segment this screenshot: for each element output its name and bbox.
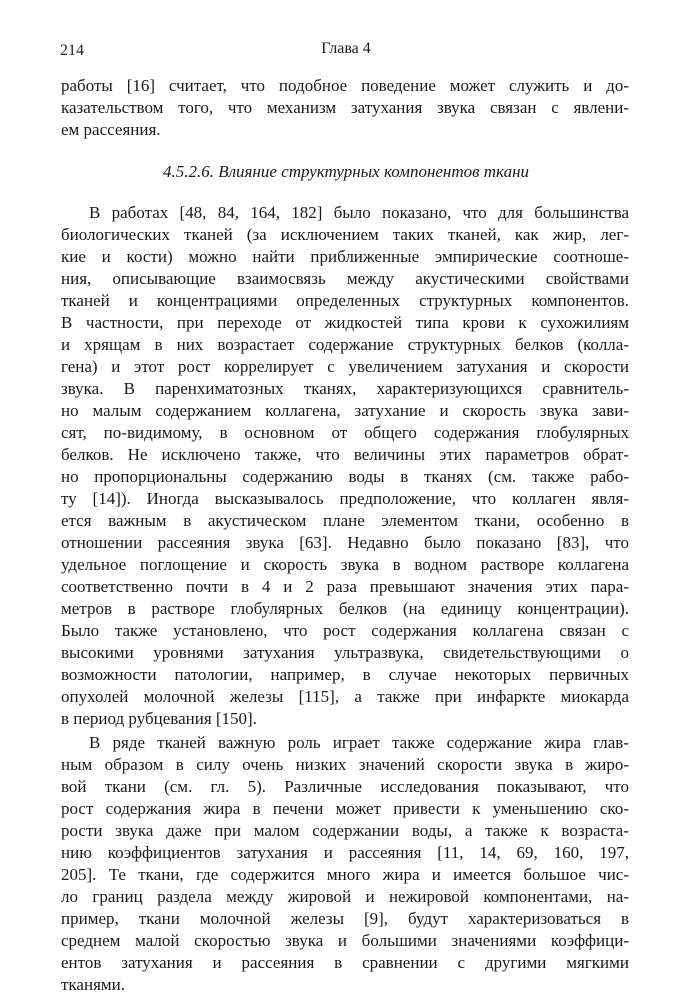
text-line: ния, описывающие взаимосвязь между акустическими свойствами <box>61 269 629 288</box>
text-line: кие и кости) можно найти приближенные эмпирические соотноше- <box>61 247 629 266</box>
text-line: но малым содержанием коллагена, затухание и скорость звука зави- <box>61 401 629 420</box>
text-line: отношении рассеяния звука [63]. Недавно было показано [83], что <box>61 533 629 552</box>
text-line: гена) и этот рост коррелирует с увеличением затухания и скорости <box>61 357 629 376</box>
text-line: нию коэффициентов затухания и рассеяния [11, 14, 69, 160, 197, <box>61 843 629 862</box>
text-line: высокими уровнями затухания ультразвука, свидетельствующими о <box>61 643 629 662</box>
text-line: удельное поглощение и скорость звука в водном растворе коллагена <box>61 555 629 574</box>
text-line: белков. Не исключено также, что величины этих параметров обрат- <box>61 445 629 464</box>
text-line: возможности патологии, например, в случае некоторых первичных <box>61 665 629 684</box>
text-line: ем рассеяния. <box>61 120 161 139</box>
text-line: рости звука даже при малом содержании воды, а также к возраста- <box>61 821 629 840</box>
text-line: пример, ткани молочной железы [9], будут характеризоваться в <box>61 909 629 928</box>
text-line: среднем малой скоростью звука и большими значениями коэффици- <box>61 931 629 950</box>
text-line: Было также установлено, что рост содержания коллагена связан с <box>61 621 629 640</box>
text-line: В частности, при переходе от жидкостей типа крови к сухожилиям <box>61 313 629 332</box>
text-line: биологических тканей (за исключением таких тканей, как жир, лег- <box>61 225 629 244</box>
page-number: 214 <box>60 42 84 59</box>
text-line: В ряде тканей важную роль играет также содержание жира глав- <box>89 733 629 752</box>
text-line: казательством того, что механизм затухания звука связан с явлени- <box>61 98 629 117</box>
section-heading: 4.5.2.6. Влияние структурных компонентов ткани <box>162 162 530 181</box>
text-line: В работах [48, 84, 164, 182] было показано, что для большинства <box>89 203 629 222</box>
text-line: тканей и концентрациями определенных структурных компонентов. <box>61 291 629 310</box>
text-line: ло границ раздела между жировой и нежировой компонентами, на- <box>61 887 629 906</box>
text-line: сят, по-видимому, в основном от общего содержания глобулярных <box>61 423 629 442</box>
text-line: звука. В паренхиматозных тканях, характеризующихся сравнитель- <box>61 379 629 398</box>
text-line: тканями. <box>61 975 125 994</box>
text-line: 205]. Те ткани, где содержится много жира и имеется большое чис- <box>61 865 629 884</box>
text-line: соответственно почти в 4 и 2 раза превышают значения этих пара- <box>61 577 629 596</box>
text-line: работы [16] считает, что подобное поведение может служить и до- <box>61 76 629 95</box>
text-line: но пропорциональны содержанию воды в тканях (см. также рабо- <box>61 467 629 486</box>
text-line: ту [14]). Иногда высказывалось предположение, что коллаген явля- <box>61 489 629 508</box>
text-line: в период рубцевания [150]. <box>61 709 257 728</box>
text-line: опухолей молочной железы [115], а также при инфаркте миокарда <box>61 687 629 706</box>
text-line: и хрящам в них возрастает содержание структурных белков (колла- <box>61 335 629 354</box>
text-line: ется важным в акустическом плане элементом ткани, особенно в <box>61 511 629 530</box>
text-line: метров в растворе глобулярных белков (на единицу концентрации). <box>61 599 629 618</box>
text-line: ным образом в силу очень низких значений скорости звука в жиро- <box>61 755 629 774</box>
text-line: рост содержания жира в печени может привести к уменьшению ско- <box>61 799 629 818</box>
text-line: ентов затухания и рассеяния в сравнении с другими мягкими <box>61 953 629 972</box>
text-line: вой ткани (см. гл. 5). Различные исследования показывают, что <box>61 777 629 796</box>
running-head: Глава 4 <box>321 40 371 57</box>
